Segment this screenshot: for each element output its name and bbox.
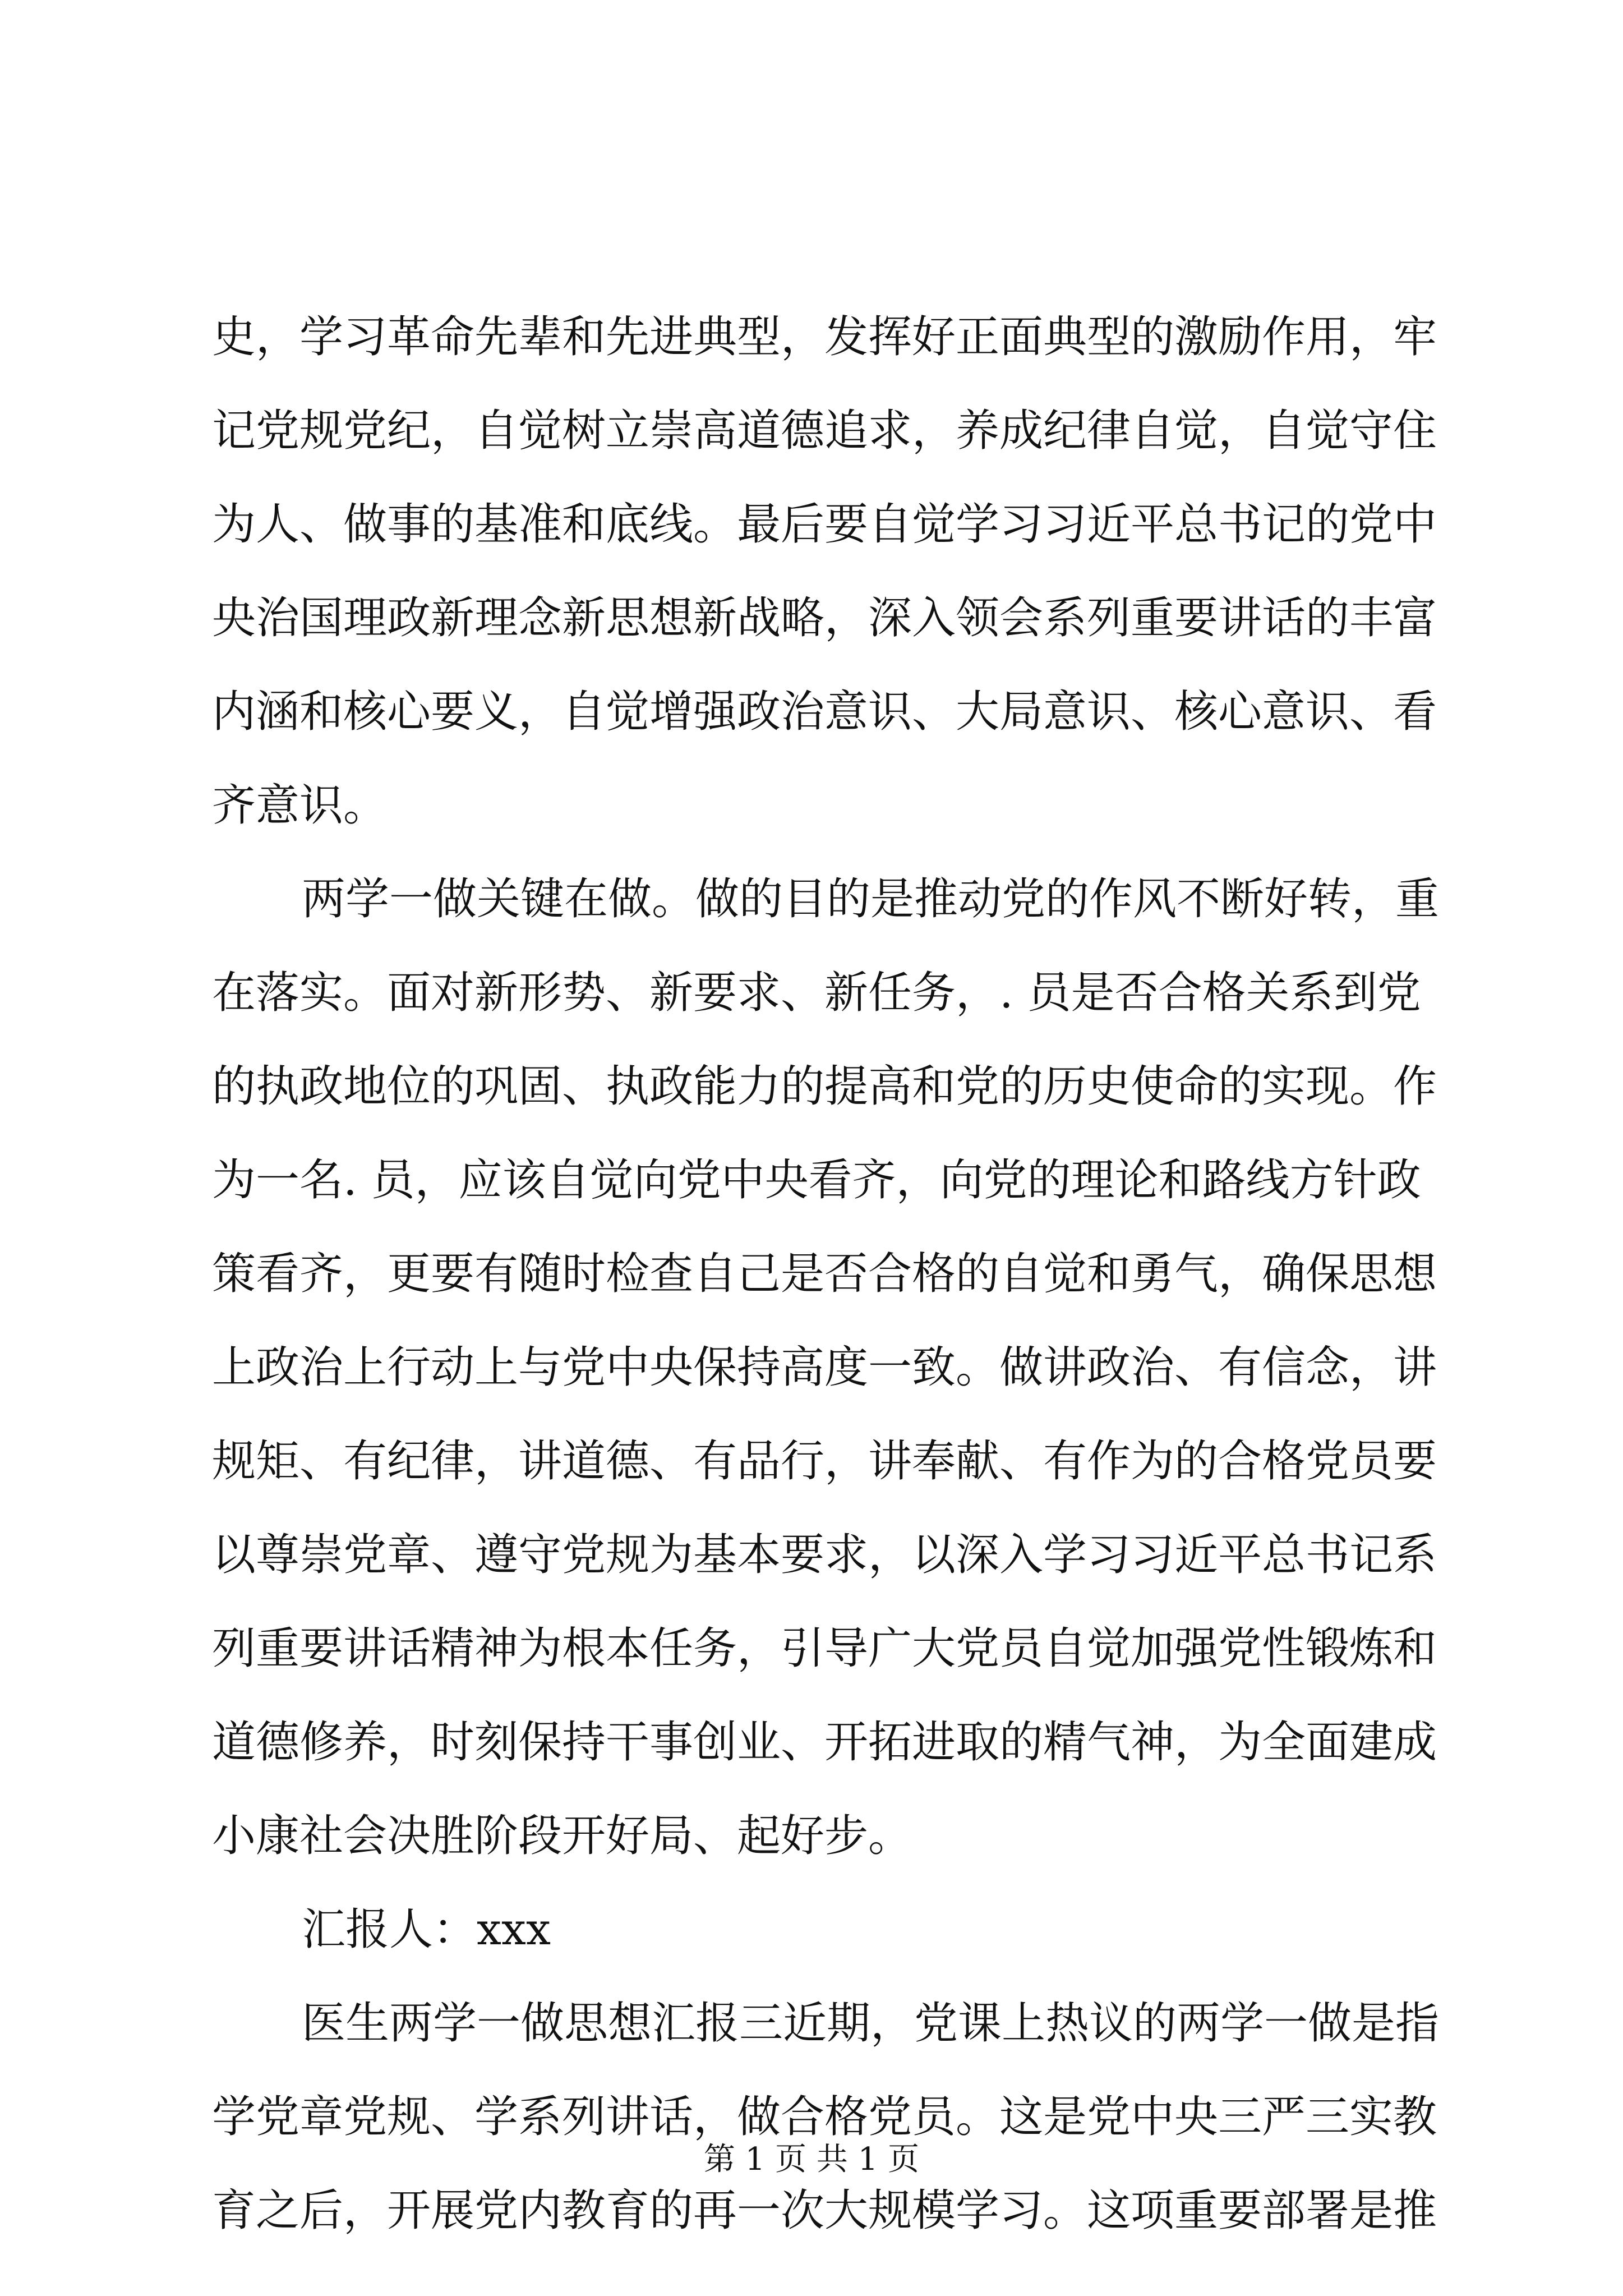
text-line: 上政治上行动上与党中央保持高度一致。做讲政治、有信念，讲 — [212, 1342, 1437, 1393]
text-line: 为一名. 员，应该自觉向党中央看齐，向党的理论和路线方针政 — [212, 1155, 1421, 1205]
text-line: 齐意识。 — [212, 780, 388, 831]
text-line: 两学一做关键在做。做的目的是推动党的作风不断好转，重 — [302, 874, 1440, 924]
text-line: 在落实。面对新形势、新要求、新任务，. 员是否合格关系到党 — [212, 968, 1421, 1018]
document-body — [212, 291, 1440, 2258]
text-line: 记党规党纪，自觉树立崇高道德追求，养成纪律自觉，自觉守住 — [212, 406, 1437, 456]
text-line: 以尊崇党章、遵守党规为基本要求，以深入学习习近平总书记系 — [212, 1530, 1437, 1580]
text-line: 为人、做事的基准和底线。最后要自觉学习习近平总书记的党中 — [212, 499, 1437, 550]
text-line: 央治国理政新理念新思想新战略，深入领会系列重要讲话的丰富 — [212, 593, 1437, 643]
text-line: 列重要讲话精神为根本任务，引导广大党员自觉加强党性锻炼和 — [212, 1623, 1437, 1674]
text-line: 规矩、有纪律，讲道德、有品行，讲奉献、有作为的合格党员要 — [212, 1436, 1437, 1487]
text-line: 内涵和核心要义，自觉增强政治意识、大局意识、核心意识、看 — [212, 687, 1437, 737]
text-line: 育之后，开展党内教育的再一次大规模学习。这项重要部署是推 — [212, 2185, 1437, 2236]
text-line: 医生两学一做思想汇报三近期，党课上热议的两学一做是指 — [302, 1998, 1440, 2049]
text-line: 史，学习革命先辈和先进典型，发挥好正面典型的激励作用，牢 — [212, 312, 1437, 362]
text-line: 学党章党规、学系列讲话，做合格党员。这是党中央三严三实教 — [212, 2092, 1437, 2142]
text-line: 策看齐，更要有随时检查自己是否合格的自觉和勇气，确保思想 — [212, 1249, 1437, 1299]
text-line: 道德修养，时刻保持干事创业、开拓进取的精气神，为全面建成 — [212, 1717, 1437, 1768]
text-line: 小康社会决胜阶段开好局、起好步。 — [212, 1811, 912, 1861]
text-line: 汇报人：xxx — [302, 1904, 551, 1955]
text-line: 的执政地位的巩固、执政能力的提高和党的历史使命的实现。作 — [212, 1061, 1437, 1112]
page-footer: 第 1 页 共 1 页 — [703, 2141, 920, 2178]
